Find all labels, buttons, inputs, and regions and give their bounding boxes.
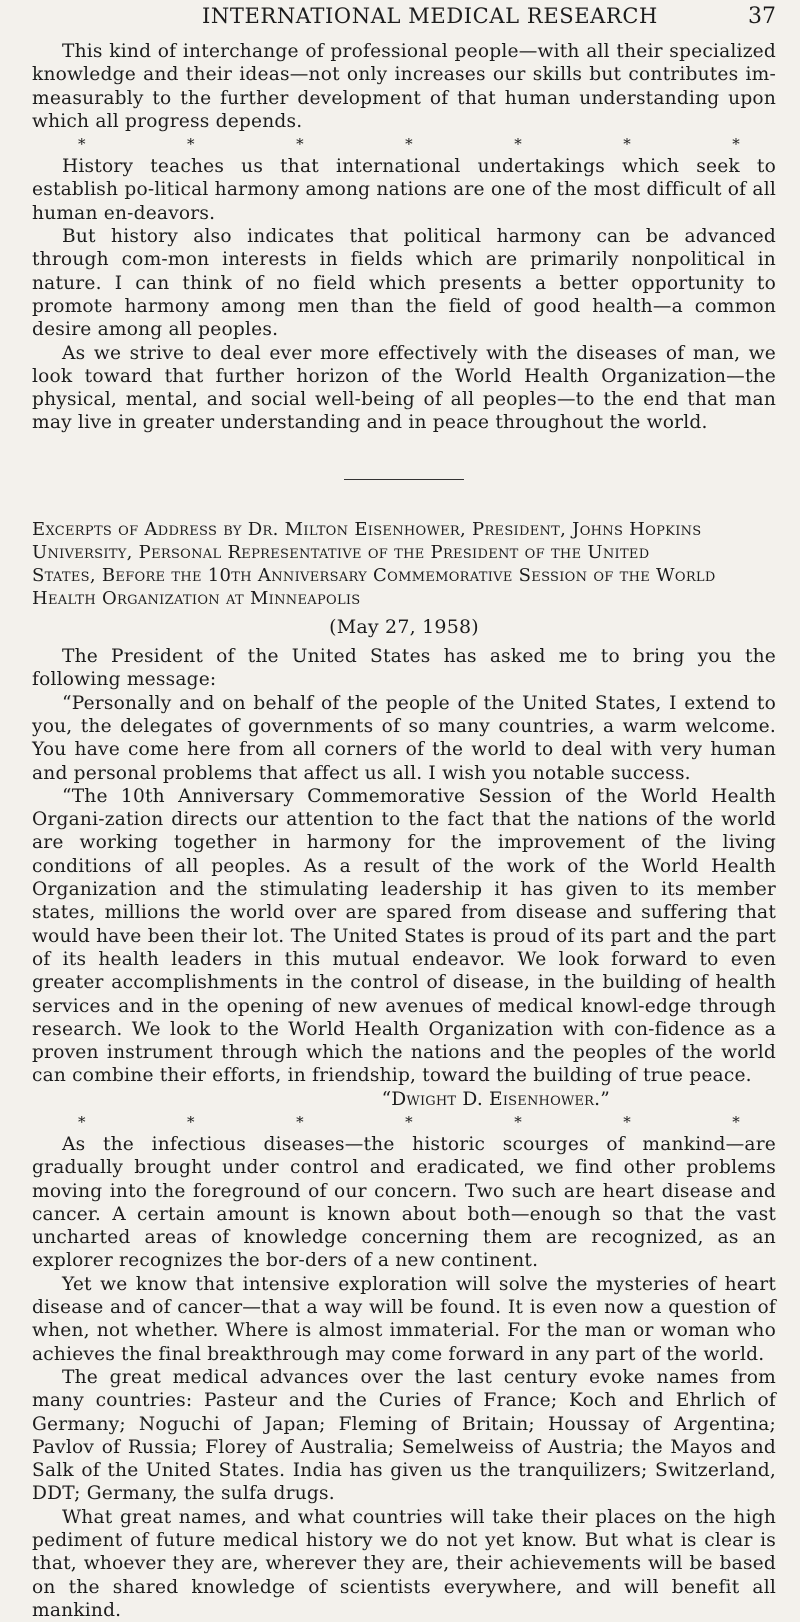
- star-glyph: *: [78, 135, 86, 154]
- star-glyph: *: [296, 135, 304, 154]
- star-glyph: *: [405, 1112, 413, 1131]
- horizontal-rule: [344, 479, 464, 480]
- heading-line: Excerpts of Address by Dr. Milton Eisenhower, President, Johns Hopkins: [32, 518, 702, 540]
- heading-line: States, Before the 10th Anniversary Commemorative Session of the World: [32, 564, 716, 586]
- star-glyph: *: [623, 1112, 631, 1131]
- star-glyph: *: [405, 135, 413, 154]
- signature: “Dwight D. Eisenhower.”: [381, 1088, 610, 1110]
- section-divider-stars: [32, 1111, 776, 1133]
- paragraph: History teaches us that international undertakings which seek to establish po-litical harmony among nations are one of the most difficult of all human en-deavors.: [32, 156, 776, 224]
- paragraph: “Personally and on behalf of the people of the United States, I extend to you, the delegates of governments of so many countries, a warm welcome. You have come here from all corners of the world to deal with very human and personal problems that affect us all. I wish you notable success.: [32, 692, 776, 784]
- star-glyph: *: [78, 1112, 86, 1131]
- paragraph: As the infectious diseases—the historic scourges of mankind—are gradually brought under control and eradicated, we find other problems moving into the foreground of our concern. Two such are heart disease and cancer. A certain amount is known about both—enough so that the vast uncharted areas of knowledge concerning them are recognized, as an explorer recognizes the bor-ders of a new continent.: [32, 1133, 776, 1272]
- article-body: [32, 40, 776, 1622]
- page-number: 37: [748, 4, 776, 29]
- paragraph: What great names, and what countries will take their places on the high pediment of future medical history we do not yet know. But what is clear is that, whoever they are, wherever they are, their achievements will be based on the shared knowledge of scientists everywhere, and will benefit all mankind.: [32, 1506, 776, 1621]
- heading-line: Health Organization at Minneapolis: [32, 587, 361, 609]
- paragraph: Yet we know that intensive exploration will solve the mysteries of heart disease and of cancer—that a way will be found. It is even now a question of when, not whether. Where is almost immaterial. For the man or woman who achieves the final breakthrough may come forward in any part of the world.: [32, 1273, 776, 1365]
- paragraph: But history also indicates that political harmony can be advanced through com-mon interests in fields which are primarily nonpolitical in nature. I can think of no field which presents a better opportunity to promote harmony among men than the field of good health—a common desire among all peoples.: [32, 226, 776, 341]
- star-glyph: *: [187, 135, 195, 154]
- star-glyph: *: [732, 1112, 740, 1131]
- paragraph: The President of the United States has asked me to bring you the following message:: [32, 646, 776, 691]
- page-header: [202, 4, 776, 36]
- paragraph: As we strive to deal ever more effectively with the diseases of man, we look toward that further horizon of the World Health Organization—the physical, mental, and social well-being of all peoples—to the end that man may live in greater understanding and in peace throughout the world.: [32, 342, 776, 434]
- section-divider-stars: [32, 133, 776, 155]
- star-glyph: *: [187, 1112, 195, 1131]
- paragraph: “The 10th Anniversary Commemorative Session of the World Health Organi-zation directs our attention to the fact that the nations of the world are working together in harmony for the improvement of the living conditions of all peoples. As a result of the work of the World Health Organization and the stimulating leadership it has given to its member states, millions the world over are spared from disease and suffering that would have been their lot. The United States is proud of its part and the part of its health leaders in this mutual endeavor. We look forward to even greater accomplishments in the control of disease, in the building of health services and in the opening of new avenues of medical knowl-edge through research. We look to the World Health Organization with con-fidence as a proven instrument through which the nations and the peoples of the world can combine their efforts, in friendship, toward the building of true peace.: [32, 785, 776, 1087]
- star-glyph: *: [514, 1112, 522, 1131]
- star-glyph: *: [732, 135, 740, 154]
- running-title: INTERNATIONAL MEDICAL RESEARCH: [202, 4, 658, 28]
- paragraph: This kind of interchange of professional people—with all their specialized knowledge and their ideas—not only increases our skills but contributes im-measurably to the further development of that human understanding upon which all progress depends.: [32, 41, 776, 132]
- star-glyph: *: [623, 135, 631, 154]
- heading-date: (May 27, 1958): [329, 615, 479, 638]
- paragraph: The great medical advances over the last century evoke names from many countries: Pasteur and the Curies of France; Koch and Ehrlich of Germany; Noguchi of Japan; Fleming of Britain; Houssay of Argentina; Pavlov of Russia; Florey of Australia; Semelweiss of Austria; the Mayos and Salk of the United States. India has given us the tranquilizers; Switzerland, DDT; Germany, the sulfa drugs.: [32, 1366, 776, 1505]
- star-glyph: *: [296, 1112, 304, 1131]
- star-glyph: *: [514, 135, 522, 154]
- section-heading: [32, 518, 776, 610]
- heading-line: University, Personal Representative of the President of the United: [32, 541, 650, 563]
